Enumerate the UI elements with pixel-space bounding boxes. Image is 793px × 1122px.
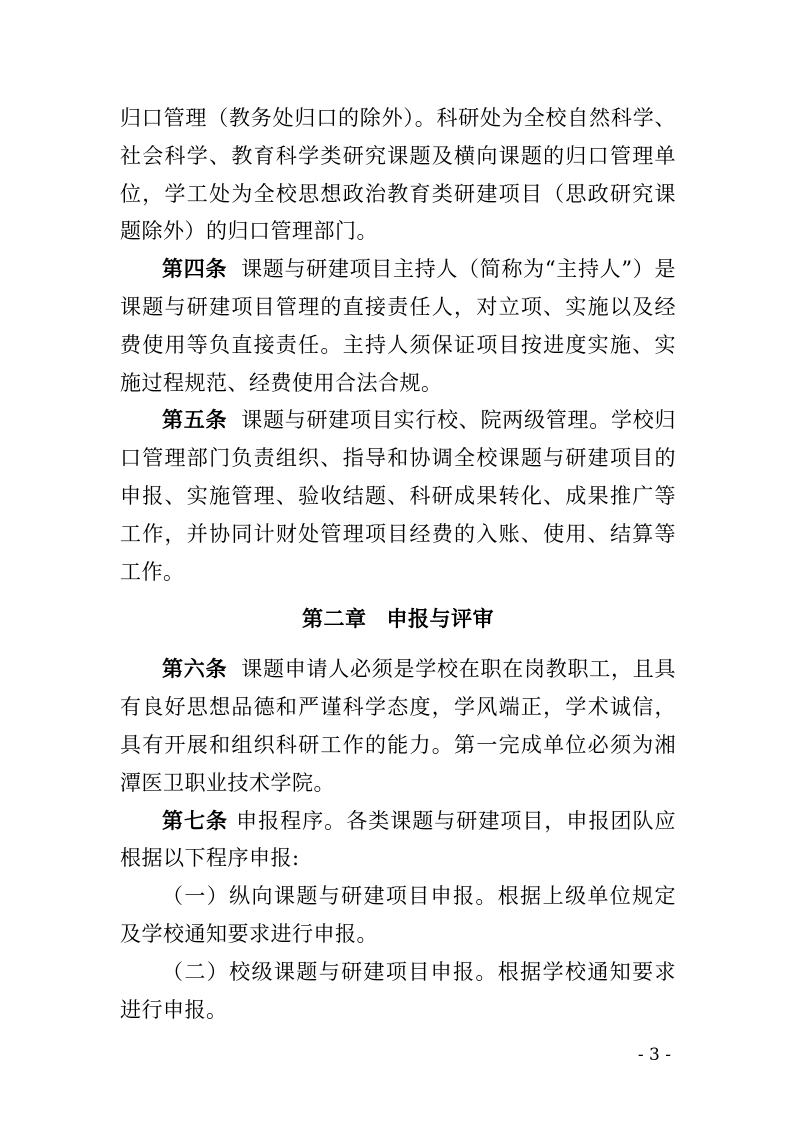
chapter-number: 第二章 [302, 607, 367, 632]
article-5-label: 第五条 [162, 408, 228, 433]
article-6 [120, 651, 676, 802]
article-6-label: 第六条 [162, 657, 228, 682]
chapter-heading [120, 591, 676, 651]
article-7 [120, 803, 676, 879]
list-item-2: （二）校级课题与研建项目申报。根据学校通知要求进行申报。 [120, 959, 676, 1022]
article-7-label: 第七条 [162, 808, 229, 833]
article-4-label: 第四条 [162, 257, 228, 282]
document-body [120, 100, 676, 1029]
article-5-text: 课题与研建项目实行校、院两级管理。学校归口管理部门负责组织、指导和协调全校课题与研建项目的申报、实施管理、验收结题、科研成果转化、成果推广等工作，并协同计财处管理项目经费的入账、使用、结算等工作。 [120, 408, 676, 584]
chapter-title: 申报与评审 [386, 607, 494, 632]
article-7-text: 申报程序。各类课题与研建项目，申报团队应根据以下程序申报: [120, 808, 677, 871]
list-item-1: （一）纵向课题与研建项目申报。根据上级单位规定及学校通知要求进行申报。 [120, 884, 676, 946]
page-number: - 3 - [637, 1045, 671, 1065]
article-4-text: 课题与研建项目主持人（简称为“主持人”）是课题与研建项目管理的直接责任人，对立项、实施以及经费使用等负直接责任。主持人须保证项目按进度实施、实施过程规范、经费使用合法合规。 [120, 257, 676, 395]
article-6-text: 课题申请人必须是学校在职在岗教职工，且具有良好思想品德和严谨科学态度，学风端正，学术诚信，具有开展和组织科研工作的能力。第一完成单位必须为湘潭医卫职业技术学院。 [120, 657, 676, 795]
paragraph-continuation: 归口管理（教务处归口的除外）。科研处为全校自然科学、社会科学、教育科学类研究课题及横向课题的归口管理单位，学工处为全校思想政治教育类研建项目（思政研究课题除外）的归口管理部门。 [120, 106, 676, 244]
article-4 [120, 251, 676, 402]
article-5 [120, 402, 676, 591]
